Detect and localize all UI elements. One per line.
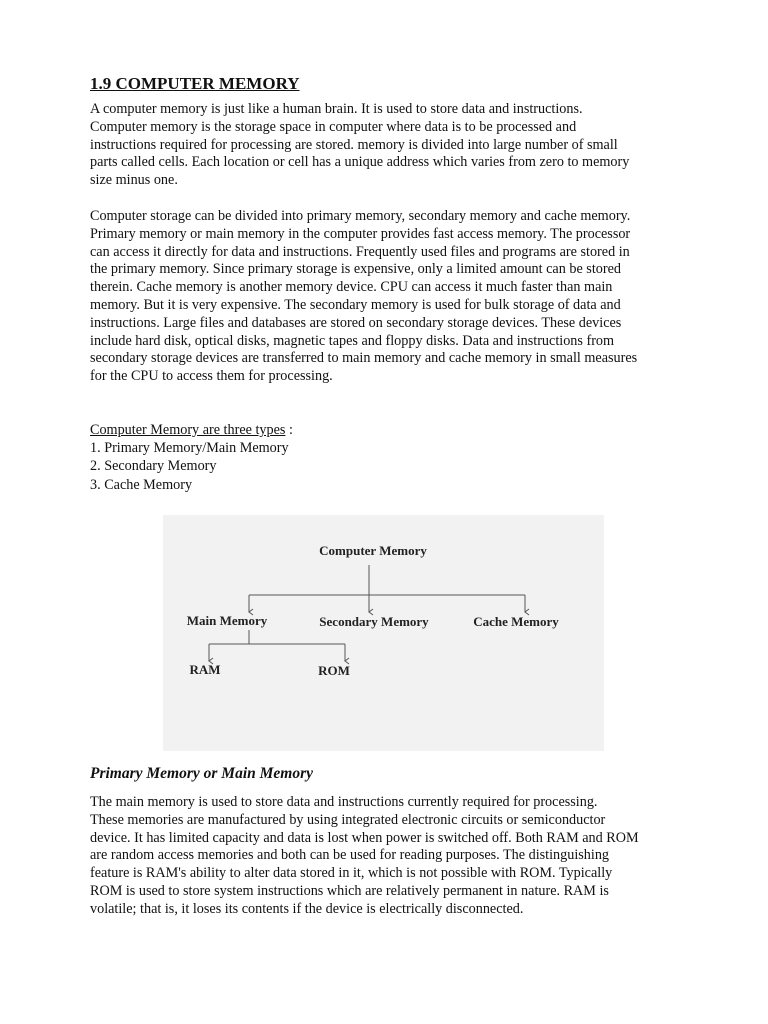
diagram-cache-label: Cache Memory bbox=[473, 614, 559, 629]
primary-memory-paragraph: The main memory is used to store data and instructions currently required for processing. These memories are manufactured by using integrated electronic circuits or semiconductor device. It has limited capacity and data is lost when power is switched off. Both RAM and ROM are random access memories and both can be used for reading purposes. The distinguishing feature is RAM's ability to alter data stored in it, which is not possible with ROM. Typically ROM is used to store system instructions which are relatively permanent in nature. RAM is volatile; that is, it loses its contents if the device is electrically disconnected. bbox=[90, 794, 639, 917]
section-primary-memory bbox=[90, 764, 678, 919]
primary-memory-heading: Primary Memory or Main Memory bbox=[90, 765, 314, 782]
memory-hierarchy-diagram bbox=[163, 515, 604, 751]
diagram-secondary-label: Secondary Memory bbox=[319, 614, 429, 629]
memory-types-title bbox=[90, 421, 678, 439]
list-item: 1. Primary Memory/Main Memory bbox=[90, 440, 289, 457]
section-heading: 1.9 COMPUTER MEMORY bbox=[90, 74, 300, 93]
memory-types-list bbox=[90, 421, 678, 494]
intro-paragraph: A computer memory is just like a human brain. It is used to store data and instructions. Computer memory is the storage space in computer where data is to be processed and instructions required for processing are stored. memory is divided into large number of small parts called cells. Each location or cell has a unique address which varies from zero to memory size minus one. bbox=[90, 101, 630, 189]
storage-paragraph: Computer storage can be divided into primary memory, secondary memory and cache memory. Primary memory or main memory in the computer provides fast access memory. The processor can access it directly for data and instructions. Frequently used files and programs are stored in the primary memory. Since primary storage is expensive, only a limited amount can be stored therein. Cache memory is another memory device. CPU can access it much faster than main memory. But it is very expensive. The secondary memory is used for bulk storage of data and instructions. Large files and databases are stored on secondary storage devices. These devices include hard disk, optical disks, magnetic tapes and floppy disks. Data and instructions from secondary storage devices are transferred to main memory and cache memory in small measures for the CPU to access them for processing. bbox=[90, 207, 638, 385]
memory-types-title-colon: : bbox=[285, 421, 293, 438]
list-item: 3. Cache Memory bbox=[90, 476, 193, 493]
diagram-svg bbox=[163, 515, 604, 751]
section-computer-memory bbox=[90, 73, 678, 494]
diagram-rom-label: ROM bbox=[318, 663, 350, 678]
diagram-ram-label: RAM bbox=[189, 662, 221, 677]
list-item: 2. Secondary Memory bbox=[90, 458, 217, 475]
memory-types-title-text: Computer Memory are three types bbox=[90, 421, 286, 438]
diagram-main-label: Main Memory bbox=[186, 613, 268, 628]
diagram-root-label: Computer Memory bbox=[319, 543, 427, 558]
